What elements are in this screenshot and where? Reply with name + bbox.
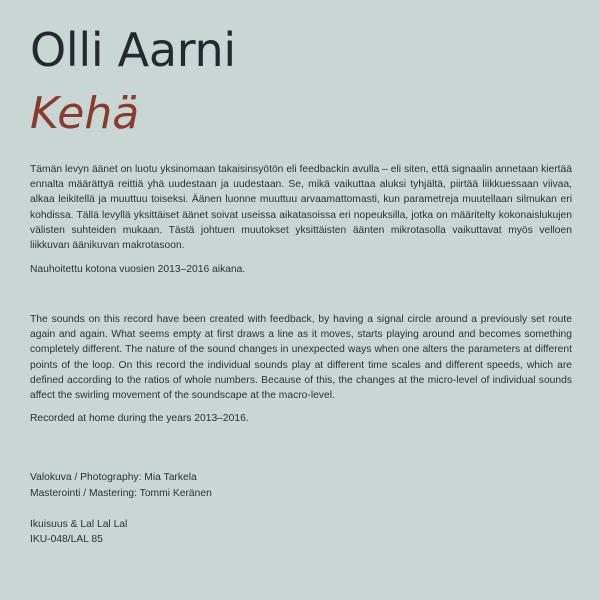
finnish-recorded-note: Nauhoitettu kotona vuosien 2013–2016 aikana. [30,264,246,275]
liner-notes-page [30,0,572,600]
english-recorded-note: Recorded at home during the years 2013–2016. [30,413,249,424]
catalog-number: IKU-048/LAL 85 [30,534,103,545]
record-labels: Ikuisuus & Lal Lal Lal [30,519,128,530]
artist-name: Olli Aarni [30,23,236,77]
album-title: Kehä [30,88,140,139]
photography-credit: Valokuva / Photography: Mia Tarkela [30,472,197,483]
english-description: The sounds on this record have been created with feedback, by having a signal circle around a previously set route again and again. What seems empty at first draws a line as it moves, starts playing around and becomes something completely different. The nature of the sound changes in unexpected ways when one alters the parameters at different points of the loop. On this record the individual sounds play at different time scales and different speeds, which are defined according to the ratios of whole numbers. Because of this, the changes at the micro-level of individual sounds affect the swirling movement of the soundscape at the macro-level. [30,314,572,402]
mastering-credit: Masterointi / Mastering: Tommi Keränen [30,488,212,499]
finnish-description: Tämän levyn äänet on luotu yksinomaan takaisinsyötön eli feedbackin avulla – eli siten, että signaalin annetaan kiertää ennalta määrättyä reittiä yhä uudestaan ja uudestaan. Se, mikä vaikuttaa aluksi tyhjältä, piirtää liikkuessaan viivaa, alkaa leikitellä ja muuttuu toiseksi. Äänen luonne muuttuu arvaamattomasti, kun parametreja muutellaan silmukan eri kohdissa. Tällä levyllä yksittäiset äänet soivat useissa aikatasoissa eri nopeuksilla, jotka on määritelty kokonaislukujen välisten suhteiden mukaan. Tästä johtuen muutokset yksittäisten äänten mikrotasolla vaikuttavat myös velloen liikkuvan äänikuvan makrotasoon. [30,164,572,252]
